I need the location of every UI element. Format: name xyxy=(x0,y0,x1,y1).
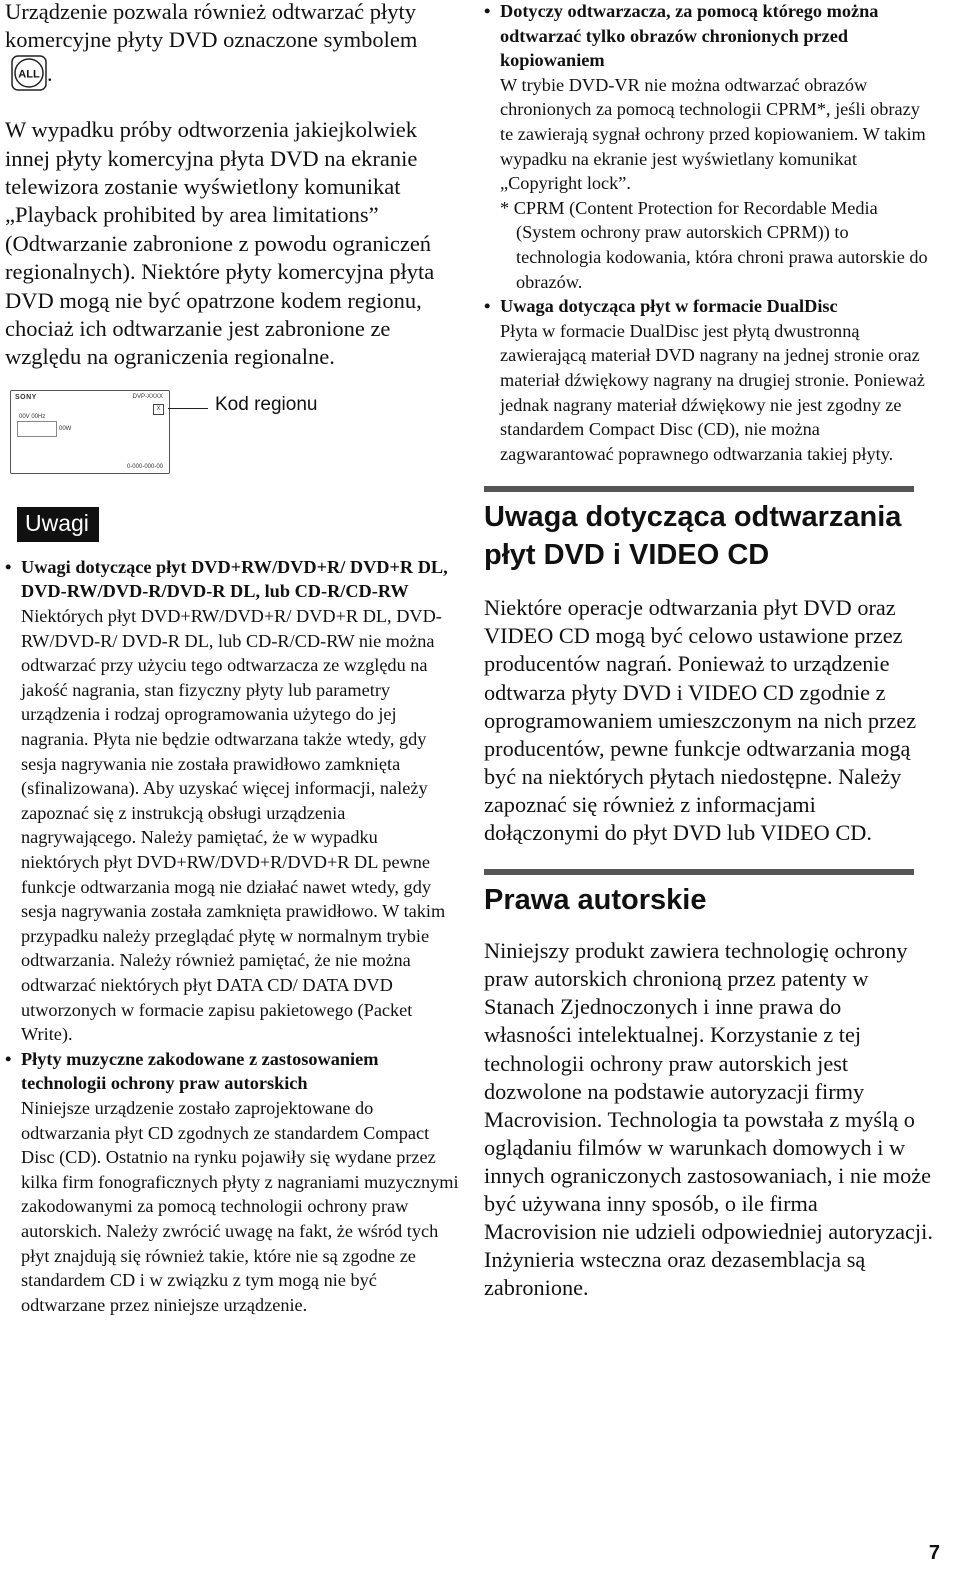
bullet-heading: • Uwagi dotyczące płyt DVD+RW/DVD+R/ DVD+R DL, DVD-RW/DVD-R/DVD-R DL, lub CD-R/CD-RW xyxy=(21,556,448,602)
right-notes-list xyxy=(484,0,934,466)
bullet-body: Niektórych płyt DVD+RW/DVD+R/ DVD+R DL, DVD-RW/DVD-R/ DVD-R DL, lub CD-R/CD-RW nie można odtwarzać przy użyciu tego odtwarzacza ze względu na jakość nagrania, stan fizyczny płyty lub parametry urządzenia i rodzaj oprogramowania użytego do jej nagrania. Płyta nie będzie odtwarzana także wtedy, gdy sesja nagrywania nie została prawidłowo zamknięta (sfinalizowana). Aby uzyskać więcej informacji, należy zapoznać się z instrukcją obsługi urządzenia nagrywającego. Należy pamiętać, że w wypadku niektórych płyt DVD+RW/DVD+R/DVD+R DL pewne funkcje odtwarzania mogą nie działać nawet wtedy, gdy sesja nagrywania została zamknięta prawidłowo. W takim przypadku należy przeglądać płytę w normalnym trybie odtwarzania. Należy również pamiętać, że nie można odtwarzać niektórych płyt DATA CD/ DATA DVD utworzonych w formacie zapisu pakietowego (Packet Write). xyxy=(21,606,446,1045)
all-symbol-text: ALL xyxy=(18,68,40,81)
list-item xyxy=(5,555,460,1047)
bullet-heading: • Dotyczy odtwarzacza, za pomocą którego można odtwarzać tylko obrazów chronionych przed kopiowaniem xyxy=(500,1,879,71)
model-number: DVP-XXXX xyxy=(132,393,163,400)
section-divider xyxy=(484,869,914,875)
list-item xyxy=(484,294,934,466)
right-column xyxy=(484,0,934,1302)
intro-paragraph-1 xyxy=(5,0,460,98)
all-region-icon xyxy=(11,55,47,98)
list-item xyxy=(484,0,934,294)
region-code-box: X xyxy=(153,404,164,415)
intro-paragraph-2: W wypadku próby odtworzenia jakiejkolwiek innej płyty komercyjna płyta DVD na ekranie telewizora zostanie wyświetlony komunikat „Playback prohibited by area limitations” (Odtwarzanie zabronione z powodu ograniczeń regionalnych). Niektóre płyty komercyjna płyta DVD mogą nie być opatrzone kodem regionu, chociaż ich odtwarzanie jest zabronione ze względu na ograniczenia regionalne. xyxy=(5,117,435,370)
notes-list xyxy=(5,555,460,1317)
section-title-copyright: Prawa autorskie xyxy=(484,884,707,917)
footnote: * CPRM (Content Protection for Recordable Media (System ochrony praw autorskich CPRM)) to technologia kodowania, która chroni prawa autorskie do obrazów. xyxy=(500,197,928,292)
section-divider xyxy=(484,486,914,492)
rating-label xyxy=(10,390,170,474)
section-title-playback: Uwaga dotycząca odtwarzania płyt DVD i VIDEO CD xyxy=(484,501,902,572)
intro-p1-text: Urządzenie pozwala również odtwarzać płyty komercyjne płyty DVD oznaczone symbolem xyxy=(5,0,418,53)
callout-line xyxy=(168,408,208,409)
voltage-text: 00V 00Hz xyxy=(19,413,46,420)
bullet-body: Płyta w formacie DualDisc jest płytą dwustronną zawierającą materiał DVD nagrany na jednej stronie oraz materiał dźwiękowy nagrany na drugiej stronie. Ponieważ jednak nagrany materiał dźwiękowy nie jest zgodny ze standardem Compact Disc (CD), nie można zagwarantować poprawnego odtwarzania takiej płyty. xyxy=(500,320,925,464)
intro-p1-end: . xyxy=(47,60,53,86)
left-column xyxy=(5,0,460,1317)
bullet-body: W trybie DVD-VR nie można odtwarzać obrazów chronionych za pomocą technologii CPRM*, jeśli obrazy te zawierają sygnał ochrony przed kopiowaniem. W takim wypadku na ekranie jest wyświetlany komunikat „Copyright lock”. xyxy=(500,74,926,194)
label-inner-box xyxy=(17,421,57,437)
section-body-playback: Niektóre operacje odtwarzania płyt DVD oraz VIDEO CD mogą być celowo ustawione przez producentów nagrań. Ponieważ to urządzenie odtwarza płyty DVD i VIDEO CD zgodnie z oprogramowaniem umieszczonym na nich przez producentów, pewne funkcje odtwarzania mogą być na niektórych płytach niedostępne. Należy zapoznać się również z informacjami dołączonymi do płyt DVD lub VIDEO CD. xyxy=(484,595,917,846)
intro-text xyxy=(5,0,460,372)
region-code-callout: Kod regionu xyxy=(215,393,318,415)
bullet-heading: • Płyty muzyczne zakodowane z zastosowaniem technologii ochrony praw autorskich xyxy=(21,1048,379,1094)
list-item xyxy=(5,1047,460,1318)
region-code-figure xyxy=(10,390,370,472)
notes-heading: Uwagi xyxy=(17,507,99,542)
brand-logo: SONY xyxy=(15,393,37,401)
bullet-heading: • Uwaga dotycząca płyt w formacie DualDisc xyxy=(500,296,838,317)
serial-text: 0-000-000-00 xyxy=(126,463,163,470)
section-body-copyright: Niniejszy produkt zawiera technologię ochrony praw autorskich chronioną przez patenty w Stanach Zjednoczonych i inne prawa do własności intelektualnej. Korzystanie z tej technologii ochrony praw autorskich jest dozwolone na podstawie autoryzacji firmy Macrovision. Technologia ta powstała z myślą o oglądaniu filmów w warunkach domowych i w innych ograniczonych zastosowaniach, i nie może być używana inny sposób, o ile firma Macrovision nie udzieli odpowiedniej autoryzacji. Inżynieria wsteczna oraz dezasemblacja są zabronione. xyxy=(484,938,933,1301)
page-number: 7 xyxy=(928,1542,940,1564)
bullet-body: Niniejsze urządzenie zostało zaprojektowane do odtwarzania płyt CD zgodnych ze standardem Compact Disc (CD). Ostatnio na rynku pojawiły się wydane przez kilka firm fonograficznych płyty z nagraniami muzycznymi zakodowanymi za pomocą technologii ochrony praw autorskich. Należy zwrócić uwagę na fakt, że wśród tych płyt znajdują się również takie, które nie są zgodne ze standardem CD i w związku z tym mogą nie być odtwarzane przez niniejsze urządzenie. xyxy=(21,1097,459,1315)
watt-text: 00W xyxy=(59,425,72,432)
